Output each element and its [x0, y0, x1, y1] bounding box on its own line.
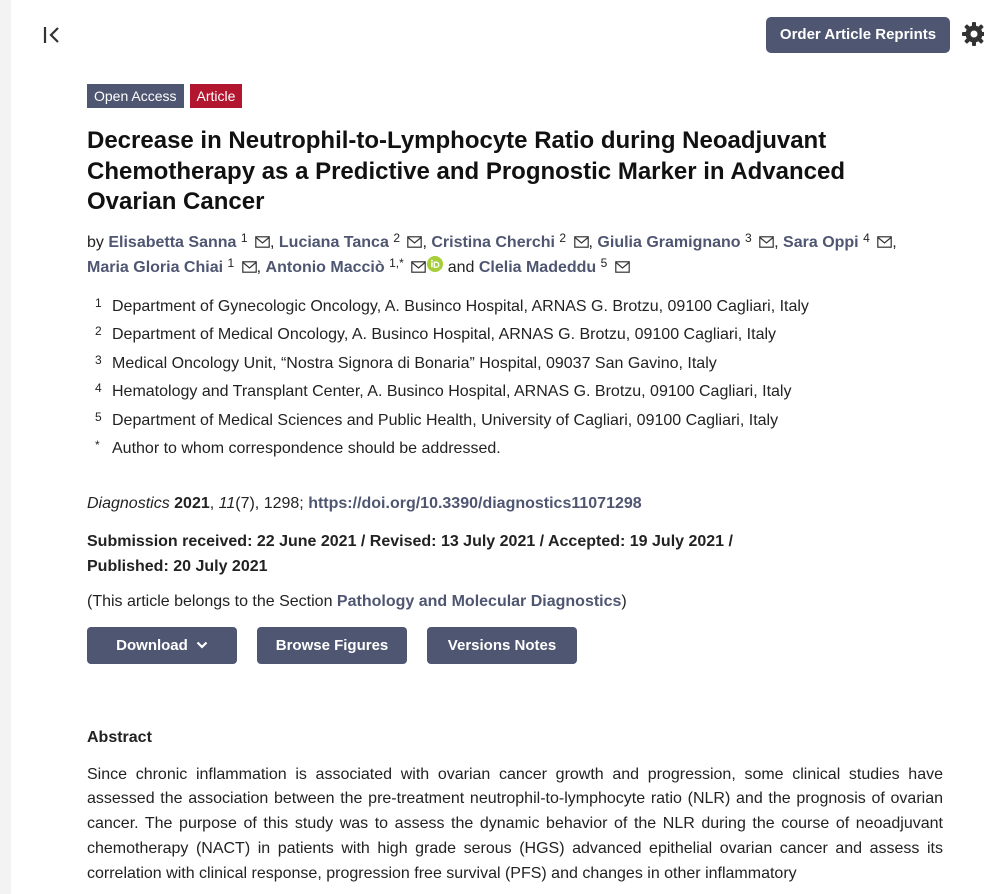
- affiliation-text: Department of Medical Sciences and Public Health, University of Cagliari, 09100 Cagliari, Italy: [112, 411, 779, 429]
- affiliation-number: *: [95, 438, 100, 452]
- affiliation-item: [87, 407, 943, 436]
- mail-icon[interactable]: [759, 236, 774, 248]
- left-rail: [0, 0, 11, 894]
- abstract-heading: Abstract: [87, 728, 152, 746]
- section-suffix: ): [621, 592, 627, 610]
- author-affil-sup: 4: [863, 230, 870, 245]
- affiliation-text: Department of Gynecologic Oncology, A. Businco Hospital, ARNAS G. Brotzu, 09100 Cagliari, Italy: [112, 297, 809, 315]
- chevron-down-icon: [196, 641, 208, 649]
- journal-name: Diagnostics: [87, 494, 170, 512]
- mail-icon[interactable]: [877, 236, 892, 248]
- affiliation-text: Department of Medical Oncology, A. Businco Hospital, ARNAS G. Brotzu, 09100 Cagliari, Italy: [112, 326, 777, 343]
- affiliation-number: 5: [95, 409, 102, 424]
- author-name[interactable]: Cristina Cherchi: [431, 233, 555, 251]
- author-name[interactable]: Maria Gloria Chiai: [87, 258, 224, 276]
- affiliation-number: 3: [95, 352, 102, 367]
- publication-dates: Submission received: 22 June 2021 / Revised: 13 July 2021 / Accepted: 19 July 2021 / Published: 20 July 2021: [87, 532, 733, 575]
- affiliation-item: [87, 435, 943, 464]
- author-list: by Elisabetta Sanna $^1$ , Luciana Tanca $^2$ , Cristina Cherchi $^2$ , Giulia Gramignano $^3$ , Sara Oppi $^4$ , Maria Gloria Chiai $^1$ , Antonio Macciò $^{1,*}$ and Clelia Madeddu $^5$: [87, 230, 897, 276]
- action-buttons: [87, 627, 943, 664]
- author-affil-sup: 3: [745, 230, 752, 245]
- citation-volume: 11: [218, 494, 236, 512]
- author-affil-sup: 1,*: [389, 255, 404, 270]
- abstract-text: Since chronic inflammation is associated with ovarian cancer growth and progression, some clinical studies have assessed the association between the pre-treatment neutrophil-to-lymphocyte ratio (NLR) and the prognosis of ovarian cancer. The purpose of this study was to assess the dynamic behavior of the NLR during the course of neoadjuvant chemotherapy (NACT) in patients with high grade serous (HGS) advanced epithelial ovarian cancer and assess its correlation with clinical response, progression free survival (PFS) and changes in other inflammatory: [87, 765, 943, 882]
- article-title: Decrease in Neutrophil-to-Lymphocyte Ratio during Neoadjuvant Chemotherapy as a Predictive and Prognostic Marker in Advanced Ovarian Cancer: [87, 127, 846, 215]
- affiliation-item: [87, 350, 943, 379]
- author-affil-sup: 2: [393, 230, 400, 245]
- collapse-panel-button[interactable]: [41, 24, 65, 46]
- author-name[interactable]: Luciana Tanca: [278, 233, 389, 251]
- affiliation-item: [87, 378, 943, 407]
- mail-icon[interactable]: [574, 236, 589, 248]
- mail-icon[interactable]: [615, 261, 630, 273]
- citation-issue-pages: (7), 1298;: [235, 494, 304, 512]
- affiliation-number: 4: [95, 381, 102, 395]
- affiliation-number: 2: [95, 324, 102, 338]
- author-affil-sup: 2: [559, 230, 567, 245]
- author-name[interactable]: Clelia Madeddu: [478, 258, 597, 276]
- collapse-left-icon: [41, 24, 65, 46]
- mail-icon[interactable]: [255, 236, 270, 248]
- author-affil-sup: 1: [227, 255, 235, 270]
- by-label: by: [87, 233, 104, 251]
- badge-row: [87, 84, 943, 108]
- section-link[interactable]: Pathology and Molecular Diagnostics: [336, 592, 622, 610]
- affiliation-list: [87, 293, 943, 464]
- order-reprints-button[interactable]: Order Article Reprints: [766, 17, 950, 53]
- article-type-badge: Article: [190, 84, 243, 108]
- citation-year: 2021: [174, 494, 210, 512]
- settings-button[interactable]: [961, 21, 984, 47]
- orcid-icon[interactable]: [427, 256, 443, 272]
- browse-figures-button[interactable]: Browse Figures: [257, 627, 407, 664]
- affiliation-text: Author to whom correspondence should be addressed.: [112, 440, 501, 457]
- affiliation-text: Hematology and Transplant Center, A. Businco Hospital, ARNAS G. Brotzu, 09100 Cagliari, Italy: [112, 383, 792, 400]
- mail-icon[interactable]: [411, 261, 426, 273]
- author-name[interactable]: Elisabetta Sanna: [108, 233, 237, 251]
- versions-notes-button[interactable]: Versions Notes: [427, 627, 577, 664]
- gear-icon: [961, 21, 984, 47]
- author-name[interactable]: Giulia Gramignano: [597, 233, 741, 251]
- mail-icon[interactable]: [407, 236, 422, 248]
- article-header: [87, 84, 943, 886]
- author-name[interactable]: Sara Oppi: [783, 233, 859, 251]
- citation-line: Diagnostics 2021, 11(7), 1298; https://doi.org/10.3390/diagnostics11071298: [87, 494, 642, 512]
- author-name[interactable]: Antonio Macciò: [265, 258, 385, 276]
- author-affil-sup: 1: [240, 230, 248, 245]
- section-prefix: (This article belongs to the Section: [87, 592, 333, 610]
- and-label: and: [447, 258, 475, 276]
- affiliation-text: Medical Oncology Unit, “Nostra Signora di Bonaria” Hospital, 09037 San Gavino, Italy: [112, 354, 717, 372]
- doi-link[interactable]: https://doi.org/10.3390/diagnostics11071298: [308, 494, 642, 512]
- download-button[interactable]: [87, 627, 237, 664]
- download-label: Download: [116, 636, 188, 654]
- mail-icon[interactable]: [242, 261, 257, 273]
- affiliation-number: 1: [95, 295, 102, 310]
- author-affil-sup: 5: [600, 255, 608, 270]
- affiliation-item: [87, 321, 943, 350]
- section-line: [87, 590, 943, 614]
- affiliation-item: [87, 293, 943, 322]
- open-access-badge[interactable]: Open Access: [87, 84, 184, 108]
